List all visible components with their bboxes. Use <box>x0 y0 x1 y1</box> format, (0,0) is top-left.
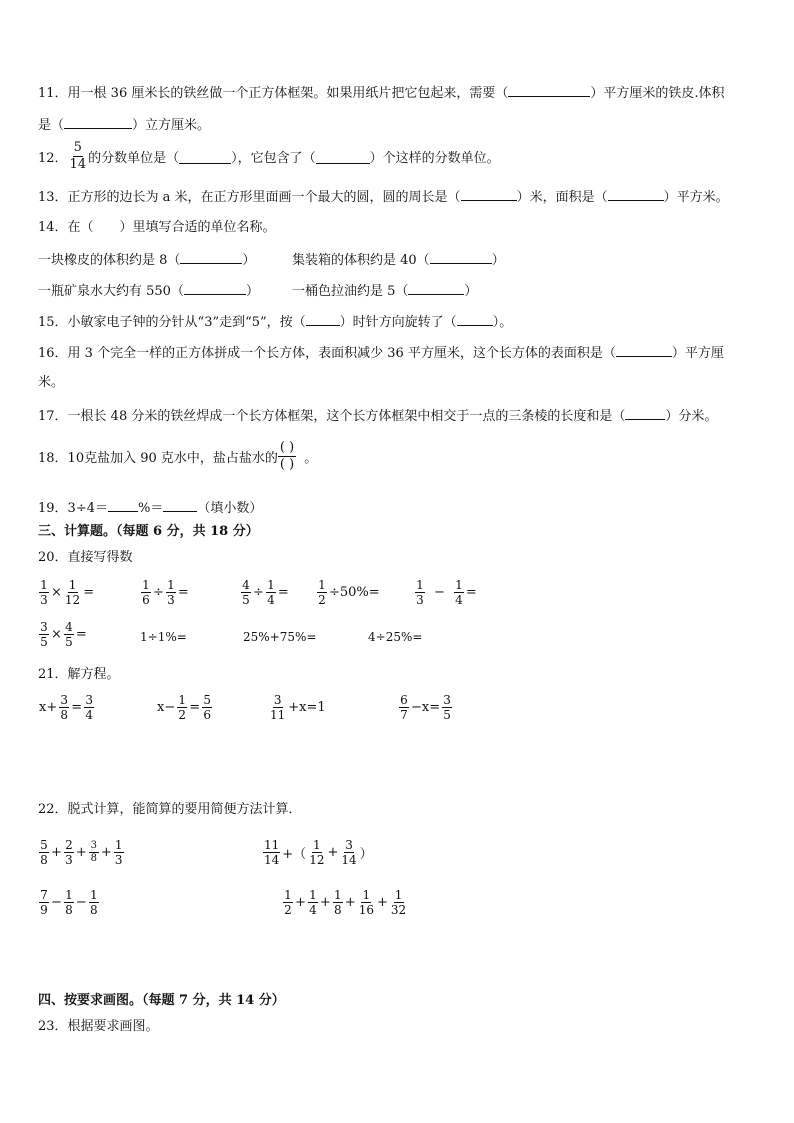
question-14-item-oil: 一桶色拉油约是 5（ ） <box>292 280 477 302</box>
question-15: 15．小敏家电子钟的分针从“3”走到“5”，按（ ）时针方向旋转了（ ）。 <box>38 311 512 333</box>
equation: $\frac{6}{7}$ −x= $\frac{3}{5}$ <box>400 693 451 722</box>
equation: x− $\frac{1}{2}$ = $\frac{5}{6}$ <box>157 693 211 722</box>
answer-blank[interactable] <box>108 497 138 512</box>
calc-expression: $\frac{5}{8}$ + $\frac{2}{3}$ + $\frac{3}{8}$ + $\frac{1}{3}$ <box>40 838 123 867</box>
equation: $\frac{3}{11}$ +x=1 <box>270 693 326 722</box>
answer-blank[interactable] <box>616 342 672 357</box>
calc-item: 4÷25%= <box>368 630 423 644</box>
question-22-title: 22．脱式计算，能简算的要用简便方法计算． <box>38 802 302 817</box>
calc-item: $\frac{1}{3}$ − $\frac{1}{4}$ = <box>416 578 477 607</box>
question-19: 19．3÷4＝ %＝ （填小数） <box>38 497 262 519</box>
answer-blank[interactable] <box>408 280 464 295</box>
answer-blank[interactable] <box>457 311 493 326</box>
answer-blank[interactable] <box>625 405 665 420</box>
answer-blank[interactable] <box>430 249 492 264</box>
calc-item: $\frac{1}{2}$ ÷50%= <box>318 578 380 607</box>
question-14-item-eraser: 一块橡皮的体积约是 8（ ） <box>38 249 255 271</box>
answer-blank[interactable] <box>316 149 370 164</box>
equation: x+ $\frac{3}{8}$ = $\frac{3}{4}$ <box>39 693 93 722</box>
calc-item: $\frac{1}{6}$ ÷ $\frac{1}{3}$ = <box>142 578 189 607</box>
question-20-title: 20．直接写得数 <box>38 550 133 565</box>
calc-expression: $\frac{7}{9}$ − $\frac{1}{8}$ − $\frac{1}{8}$ <box>40 888 98 917</box>
answer-blank[interactable] <box>64 114 132 129</box>
question-21-title: 21．解方程。 <box>38 667 120 682</box>
calc-expression: $\frac{1}{2}$ + $\frac{1}{4}$ + $\frac{1}{8}$ + $\frac{1}{16}$ + $\frac{1}{32}$ <box>284 888 407 917</box>
question-17: 17．一根长 48 分米的铁丝焊成一个长方体框架，这个长方体框架中相交于一点的三条棱的长度和是（ ）分米。 <box>38 405 717 427</box>
answer-blank[interactable] <box>508 82 590 97</box>
question-18: 18．10克盐加入 90 克水中，盐占盐水的 $\frac{( )}{( )}$ 。 <box>38 440 318 472</box>
question-14-item-container: 集装箱的体积约是 40（ ） <box>292 249 505 271</box>
calc-item: $\frac{4}{5}$ ÷ $\frac{1}{4}$ = <box>242 578 289 607</box>
calc-item: 1÷1%= <box>140 630 187 644</box>
fraction: $\frac{5}{14}$ <box>69 140 87 172</box>
question-14-title: 14．在（ ）里填写合适的单位名称。 <box>38 220 276 235</box>
calc-item: 25%+75%= <box>243 630 317 644</box>
question-12: 12． $\frac{5}{14}$ 的分数单位是（ ），它包含了（ ）个这样的分数单位。 <box>38 140 500 172</box>
answer-blank[interactable] <box>179 149 231 164</box>
calc-item: $\frac{1}{3}$ × $\frac{1}{12}$ = <box>40 578 95 607</box>
answer-blank[interactable] <box>306 311 340 326</box>
question-13: 13．正方形的边长为 a 米，在正方形里面画一个最大的圆，圆的周长是（ ）米，面积是（ ）平方米。 <box>38 186 729 208</box>
question-11-line-2: 是（ ）立方厘米。 <box>38 114 210 136</box>
answer-blank[interactable] <box>184 280 246 295</box>
calc-item: $\frac{3}{5}$ × $\frac{4}{5}$ = <box>40 620 87 649</box>
question-23-title: 23．根据要求画图。 <box>38 1019 159 1034</box>
question-11-line-1: 11．用一根 36 厘米长的铁丝做一个正方体框架。如果用纸片把它包起来，需要（ ）平方厘米的铁皮.体积 <box>38 82 725 104</box>
section-3-heading: 三、计算题。（每题 6 分，共 18 分） <box>38 524 259 539</box>
answer-blank[interactable] <box>180 249 242 264</box>
answer-blank[interactable] <box>608 186 664 201</box>
answer-blank[interactable] <box>461 186 517 201</box>
fraction-blank[interactable]: $\frac{( )}{( )}$ <box>279 440 295 472</box>
question-16-line-2: 米。 <box>38 375 65 390</box>
section-4-heading: 四、按要求画图。（每题 7 分，共 14 分） <box>38 993 285 1008</box>
question-14-item-water: 一瓶矿泉水大约有 550（ ） <box>38 280 259 302</box>
question-16-line-1: 16．用 3 个完全一样的正方体拼成一个长方体，表面积减少 36 平方厘米，这个长方体的表面积是（ ）平方厘 <box>38 342 724 364</box>
calc-expression: $\frac{11}{14}$ +（ $\frac{1}{12}$ + $\frac{3}{14}$ ） <box>264 838 373 867</box>
answer-blank[interactable] <box>163 497 197 512</box>
